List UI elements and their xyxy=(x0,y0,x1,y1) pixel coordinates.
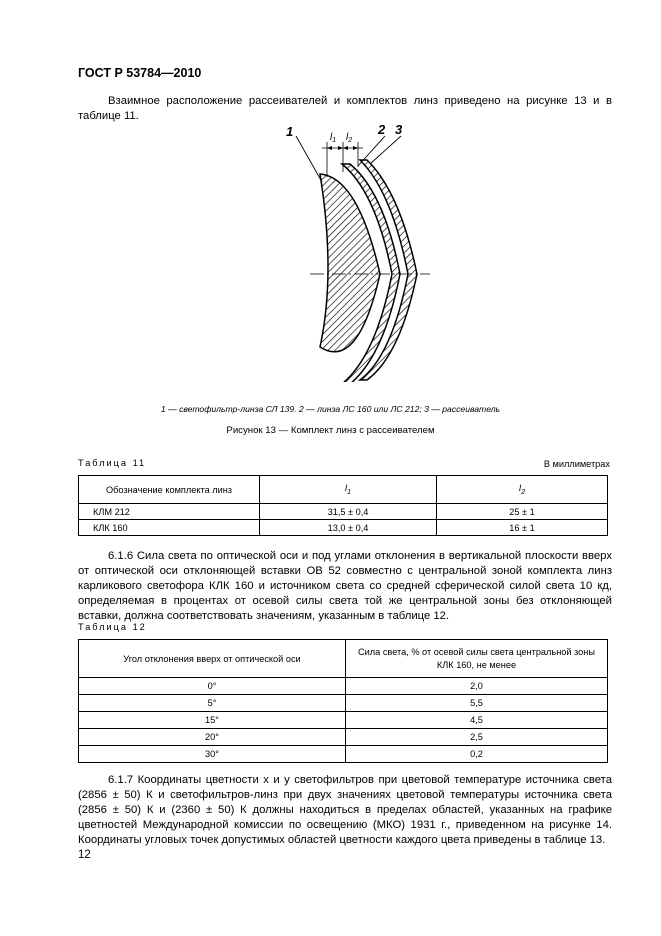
table-11 xyxy=(78,475,608,536)
table-header-cell: $l_1$ xyxy=(260,476,437,504)
table-header-cell: Угол отклонения вверх от оптической оси xyxy=(79,640,346,678)
table-cell: 5,5 xyxy=(346,695,608,712)
table-cell: 2,5 xyxy=(346,729,608,746)
table-row xyxy=(79,520,608,536)
figure-13-drawing xyxy=(280,122,440,382)
table-header-cell: $l_2$ xyxy=(437,476,608,504)
table-header-cell: Сила света, % от осевой силы света центральной зоны КЛК 160, не менее xyxy=(346,640,608,678)
callout-leader xyxy=(296,136,322,182)
table-cell: КЛК 160 xyxy=(79,520,260,536)
table-header-cell: Обозначение комплекта линз xyxy=(79,476,260,504)
callout-leader xyxy=(370,136,401,164)
table-cell: 13,0 ± 0,4 xyxy=(260,520,437,536)
table-cell: 0,2 xyxy=(346,746,608,763)
table-12 xyxy=(78,639,608,763)
intro-paragraph: Взаимное расположение рассеивателей и комплектов линз приведено на рисунке 13 и в таблице 11. xyxy=(78,95,612,122)
dim-arrow xyxy=(327,146,332,150)
table-row xyxy=(79,695,608,712)
table-row xyxy=(79,678,608,695)
callout-leader xyxy=(358,136,385,166)
table-cell: 30° xyxy=(79,746,346,763)
callout-3: 3 xyxy=(395,122,403,137)
table-cell: 31,5 ± 0,4 xyxy=(260,504,437,520)
dim-arrow xyxy=(353,146,358,150)
table11-units: В миллиметрах xyxy=(543,459,610,469)
figure-legend: 1 — светофильтр-линза СЛ 139. 2 — линза ЛС 160 или ЛС 212; 3 — рассеиватель xyxy=(160,404,501,414)
table-row xyxy=(79,504,608,520)
table-header-row xyxy=(79,476,608,504)
callout-1: 1 xyxy=(286,124,294,139)
table-row xyxy=(79,712,608,729)
table-cell: 16 ± 1 xyxy=(437,520,608,536)
callout-2: 2 xyxy=(378,122,386,137)
paragraph-6-1-7: 6.1.7 Координаты цветности x и y светофильтров при цветовой температуре источника света (2856 ± 50) К и светофильтров-линз при двух значениях цветовой температуры источника света (2856 ± 50) К и (2360 ± 50) К должны находиться в пределах областей, указанных на графике цветностей Международной комиссии по освещению (МКО) 1931 г., приведенном на рисунке 14. Координаты угловых точек допустимых областей цветности каждого цвета приведены в таблице 13. xyxy=(78,774,612,846)
dim-arrow xyxy=(338,146,343,150)
table-header-row xyxy=(79,640,608,678)
dim-l1-label: $l_1$ xyxy=(330,132,337,144)
table-cell: 5° xyxy=(79,695,346,712)
table12-label: Таблица 12 xyxy=(78,622,147,632)
document-header: ГОСТ Р 53784—2010 xyxy=(78,66,202,80)
table-row xyxy=(79,729,608,746)
paragraph-6-1-6: 6.1.6 Сила света по оптической оси и под углами отклонения в вертикальной плоскости вверх от оптической оси отклоняющей вставки ОВ 52 совместно с центральной зоной комплекта линз карликового светофора КЛК 160 и источником света со средней сферической силой света 10 кд, определяемая в процентах от осевой силы света той же центральной зоны без отклоняющей вставки, должна соответствовать значениям, указанным в таблице 12. xyxy=(78,550,612,622)
dim-l2-label: $l_2$ xyxy=(346,132,353,144)
table-cell: 4,5 xyxy=(346,712,608,729)
dim-arrow xyxy=(343,146,348,150)
table-cell: 2,0 xyxy=(346,678,608,695)
table11-label: Таблица 11 xyxy=(78,458,147,468)
table-cell: КЛМ 212 xyxy=(79,504,260,520)
table-cell: 20° xyxy=(79,729,346,746)
table-cell: 25 ± 1 xyxy=(437,504,608,520)
table-cell: 15° xyxy=(79,712,346,729)
figure-caption: Рисунок 13 — Комплект линз с рассеивателем xyxy=(226,425,435,436)
page-number: 12 xyxy=(78,849,91,861)
table-row xyxy=(79,746,608,763)
table-cell: 0° xyxy=(79,678,346,695)
